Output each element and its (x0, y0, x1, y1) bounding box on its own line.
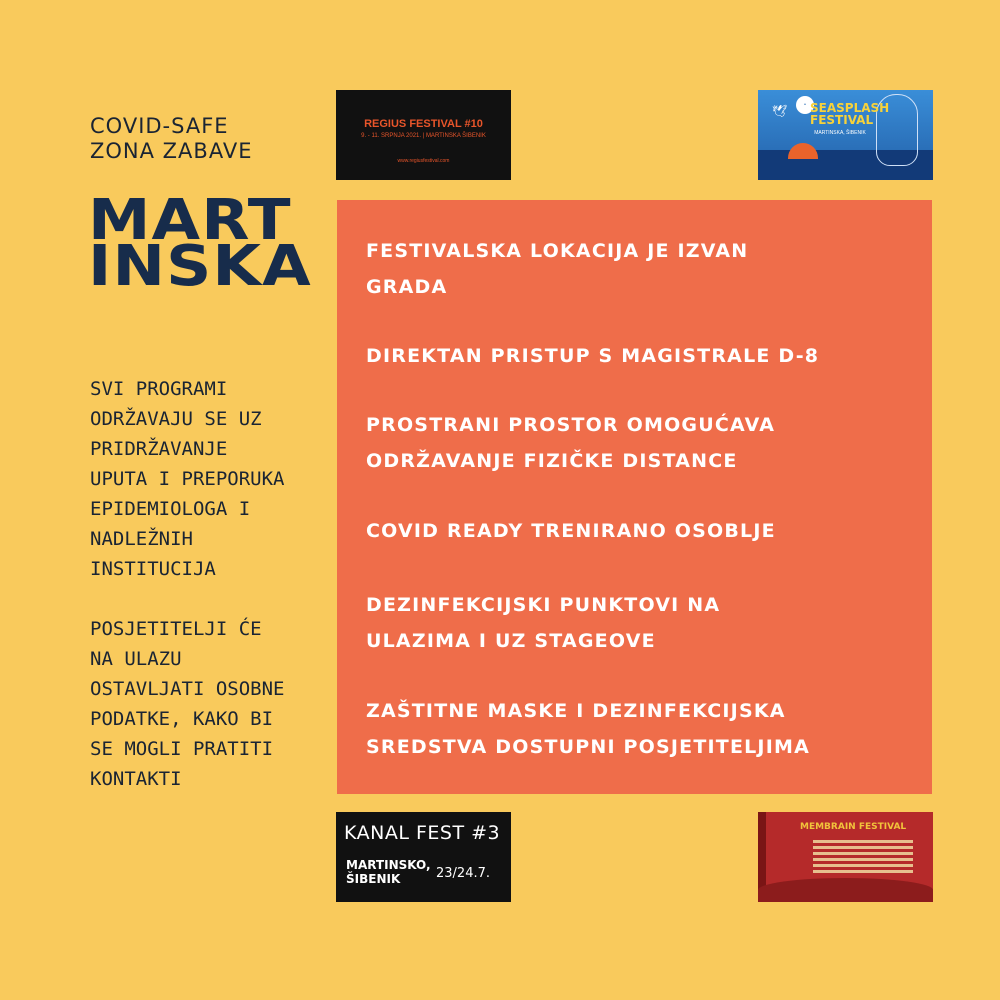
regius-subtitle: 9. - 11. SRPNJA 2021. | MARTINSKA ŠIBENIK (361, 133, 486, 139)
measure-line: ULAZIMA I UZ STAGEOVE (366, 630, 656, 652)
measure-item (366, 338, 819, 374)
kanal-fest-poster (336, 812, 511, 902)
kanal-title: KANAL FEST #3 (344, 822, 501, 844)
paragraph-line: KONTAKTI (90, 768, 182, 790)
paragraph-line: PODATKE, KAKO BI (90, 708, 274, 730)
membrain-title: MEMBRAIN FESTIVAL (800, 822, 907, 832)
measure-line: COVID READY TRENIRANO OSOBLJE (366, 520, 776, 542)
measure-line: ODRŽAVANJE FIZIČKE DISTANCE (366, 450, 738, 472)
regius-title: REGIUS FESTIVAL #10 (364, 118, 483, 130)
covid-safe-line: COVID-SAFE (90, 114, 229, 138)
seasplash-festival-poster (758, 90, 933, 180)
kanal-place-line-2: ŠIBENIK (346, 872, 401, 886)
paragraph-line: ODRŽAVAJU SE UZ (90, 408, 262, 430)
seasplash-subtitle: MARTINSKA, ŠIBENIK (814, 130, 866, 136)
paragraph-line: NA ULAZU (90, 648, 182, 670)
paragraph-line: EPIDEMIOLOGA I (90, 498, 251, 520)
paragraph-line: SE MOGLI PRATITI (90, 738, 274, 760)
poster-landscape (758, 878, 933, 902)
paragraph-line: UPUTA I PREPORUKA (90, 468, 285, 490)
measure-line: PROSTRANI PROSTOR OMOGUĆAVA (366, 414, 776, 436)
regius-festival-poster (336, 90, 511, 180)
zona-zabave-line: ZONA ZABAVE (90, 139, 253, 163)
logo-line-2: INSKA (88, 234, 312, 299)
safety-measures-panel (337, 200, 932, 794)
martinska-logo (88, 188, 312, 299)
measure-item (366, 693, 810, 765)
paragraph-line: INSTITUCIJA (90, 558, 216, 580)
kanal-dates: 23/24.7. (436, 866, 490, 881)
lineup-block (813, 840, 913, 876)
measure-line: GRADA (366, 276, 448, 298)
measure-line: SREDSTVA DOSTUPNI POSJETITELJIMA (366, 736, 810, 758)
measure-item (366, 233, 748, 305)
kanal-place-line-1: MARTINSKO, (346, 858, 431, 872)
logo-line-1: MART (88, 188, 292, 253)
visitors-paragraph (90, 614, 330, 794)
date-badge: • (796, 96, 814, 114)
measure-item (366, 513, 776, 549)
kanal-place (346, 858, 431, 886)
paragraph-line: SVI PROGRAMI (90, 378, 228, 400)
measure-item (366, 587, 720, 659)
membrain-festival-poster (758, 812, 933, 902)
regius-url: www.regiusfestival.com (397, 158, 450, 164)
paragraph-line: PRIDRŽAVANJE (90, 438, 228, 460)
seagull-icon: 🕊 (772, 104, 788, 118)
seasplash-title: SEASPLASH FESTIVAL (810, 101, 890, 127)
measure-line: FESTIVALSKA LOKACIJA JE IZVAN (366, 240, 749, 262)
paragraph-line: OSTAVLJATI OSOBNE (90, 678, 285, 700)
measure-item (366, 407, 775, 479)
paragraph-line: POSJETITELJI ĆE (90, 618, 262, 640)
paragraph-line: NADLEŽNIH (90, 528, 193, 550)
measure-line: DIREKTAN PRISTUP S MAGISTRALE D-8 (366, 345, 820, 367)
covid-safe-heading (90, 114, 252, 164)
measure-line: ZAŠTITNE MASKE I DEZINFEKCIJSKA (366, 700, 786, 722)
measure-line: DEZINFEKCIJSKI PUNKTOVI NA (366, 594, 721, 616)
programs-paragraph (90, 374, 330, 584)
